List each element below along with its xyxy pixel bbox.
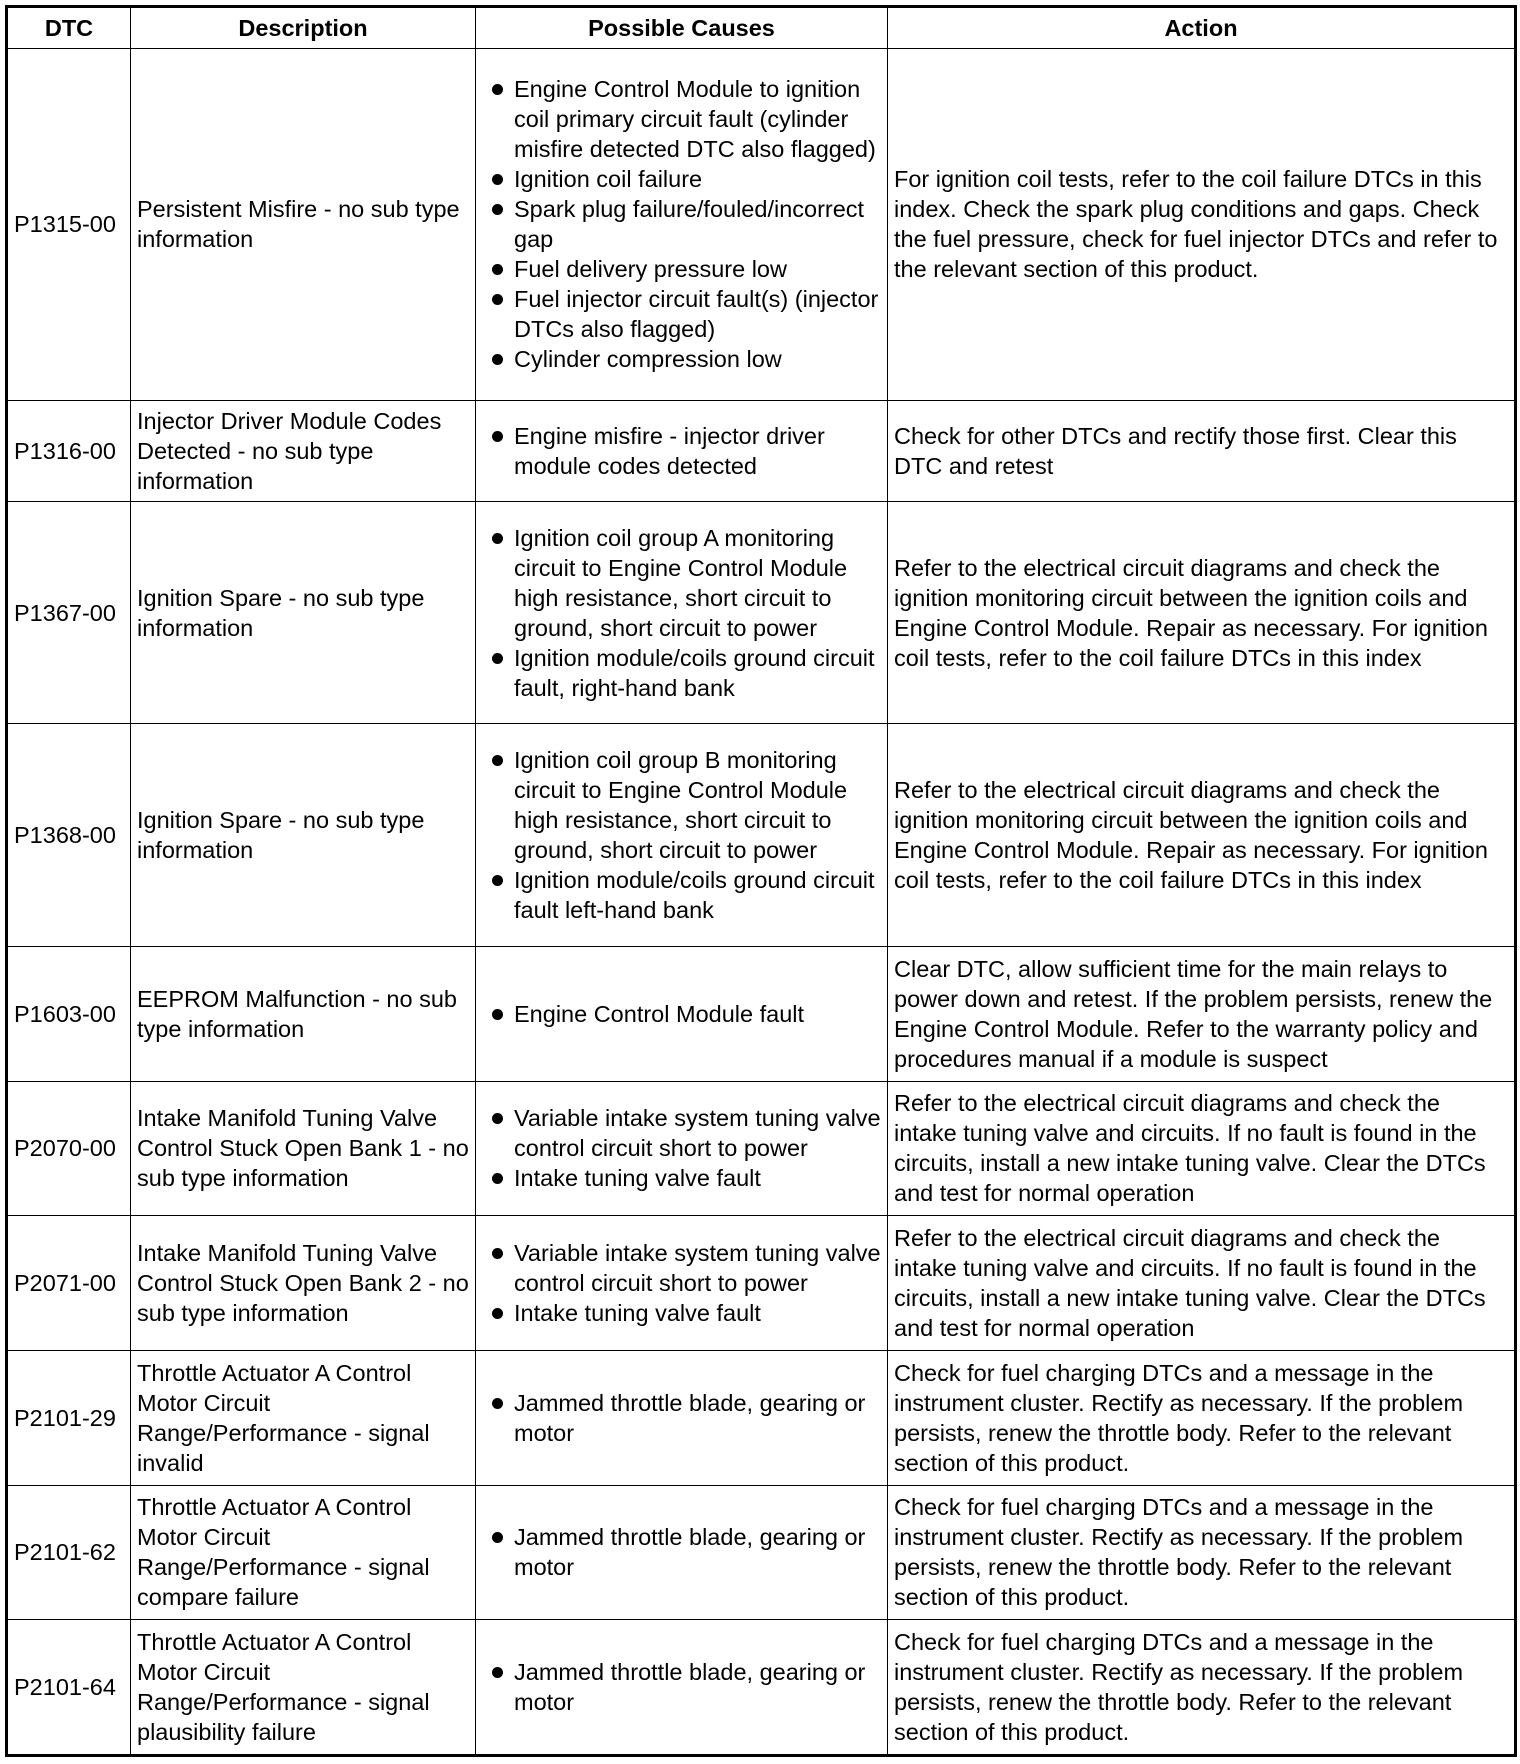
possible-causes xyxy=(476,1350,888,1485)
cause-item: Jammed throttle blade, gearing or motor xyxy=(482,1657,881,1717)
cause-list xyxy=(482,1522,881,1582)
dtc-description: EEPROM Malfunction - no sub type information xyxy=(131,946,476,1081)
possible-causes xyxy=(476,1485,888,1620)
dtc-code: P1367-00 xyxy=(7,501,131,724)
cause-item: Fuel delivery pressure low xyxy=(482,254,881,284)
cause-list xyxy=(482,1103,881,1193)
cause-item: Engine Control Module to ignition coil primary circuit fault (cylinder misfire detected DTC also flagged) xyxy=(482,74,881,164)
dtc-code: P2071-00 xyxy=(7,1216,131,1351)
possible-causes xyxy=(476,1216,888,1351)
cause-list xyxy=(482,1388,881,1448)
dtc-action: Clear DTC, allow sufficient time for the main relays to power down and retest. If the problem persists, renew the Engine Control Module. Refer to the warranty policy and procedures manual if a module is suspect xyxy=(888,946,1516,1081)
dtc-description: Throttle Actuator A Control Motor Circuit Range/Performance - signal invalid xyxy=(131,1350,476,1485)
cause-item: Jammed throttle blade, gearing or motor xyxy=(482,1388,881,1448)
cause-list xyxy=(482,421,881,481)
cause-item: Engine Control Module fault xyxy=(482,999,881,1029)
dtc-action: For ignition coil tests, refer to the coil failure DTCs in this index. Check the spark plug conditions and gaps. Check the fuel pressure, check for fuel injector DTCs and refer to the relevant section of this product. xyxy=(888,49,1516,401)
table-row xyxy=(7,1485,1516,1620)
cause-item: Variable intake system tuning valve control circuit short to power xyxy=(482,1103,881,1163)
cause-item: Cylinder compression low xyxy=(482,344,881,374)
possible-causes xyxy=(476,946,888,1081)
cause-item: Ignition coil failure xyxy=(482,164,881,194)
header-dtc: DTC xyxy=(7,7,131,49)
dtc-description: Intake Manifold Tuning Valve Control Stuck Open Bank 1 - no sub type information xyxy=(131,1081,476,1216)
cause-item: Spark plug failure/fouled/incorrect gap xyxy=(482,194,881,254)
dtc-action: Refer to the electrical circuit diagrams and check the intake tuning valve and circuits. If no fault is found in the circuits, install a new intake tuning valve. Clear the DTCs and test for normal operation xyxy=(888,1081,1516,1216)
table-header xyxy=(7,7,1516,49)
cause-list xyxy=(482,999,881,1029)
dtc-description: Persistent Misfire - no sub type information xyxy=(131,49,476,401)
table-row xyxy=(7,1081,1516,1216)
header-action: Action xyxy=(888,7,1516,49)
dtc-code: P2070-00 xyxy=(7,1081,131,1216)
possible-causes xyxy=(476,1620,888,1756)
dtc-action: Refer to the electrical circuit diagrams and check the ignition monitoring circuit between the ignition coils and Engine Control Module. Repair as necessary. For ignition coil tests, refer to the coil failure DTCs in this index xyxy=(888,724,1516,947)
table-body xyxy=(7,49,1516,1756)
possible-causes xyxy=(476,501,888,724)
cause-item: Intake tuning valve fault xyxy=(482,1163,881,1193)
cause-list xyxy=(482,1657,881,1717)
dtc-code: P1603-00 xyxy=(7,946,131,1081)
cause-item: Variable intake system tuning valve control circuit short to power xyxy=(482,1238,881,1298)
cause-item: Ignition coil group A monitoring circuit to Engine Control Module high resistance, short circuit to ground, short circuit to power xyxy=(482,523,881,643)
table-row xyxy=(7,1620,1516,1756)
cause-item: Ignition coil group B monitoring circuit to Engine Control Module high resistance, short circuit to ground, short circuit to power xyxy=(482,745,881,865)
dtc-code: P1368-00 xyxy=(7,724,131,947)
table-row xyxy=(7,49,1516,401)
dtc-action: Check for fuel charging DTCs and a message in the instrument cluster. Rectify as necessary. If the problem persists, renew the throttle body. Refer to the relevant section of this product. xyxy=(888,1620,1516,1756)
cause-item: Engine misfire - injector driver module codes detected xyxy=(482,421,881,481)
dtc-action: Refer to the electrical circuit diagrams and check the ignition monitoring circuit between the ignition coils and Engine Control Module. Repair as necessary. For ignition coil tests, refer to the coil failure DTCs in this index xyxy=(888,501,1516,724)
table-row xyxy=(7,1350,1516,1485)
dtc-table xyxy=(5,5,1517,1757)
possible-causes xyxy=(476,1081,888,1216)
dtc-description: Throttle Actuator A Control Motor Circuit Range/Performance - signal plausibility failure xyxy=(131,1620,476,1756)
table-row xyxy=(7,724,1516,947)
dtc-action: Check for fuel charging DTCs and a message in the instrument cluster. Rectify as necessary. If the problem persists, renew the throttle body. Refer to the relevant section of this product. xyxy=(888,1350,1516,1485)
dtc-description: Throttle Actuator A Control Motor Circuit Range/Performance - signal compare failure xyxy=(131,1485,476,1620)
dtc-description: Ignition Spare - no sub type information xyxy=(131,501,476,724)
possible-causes xyxy=(476,49,888,401)
cause-list xyxy=(482,745,881,925)
possible-causes xyxy=(476,724,888,947)
cause-list xyxy=(482,523,881,703)
dtc-code: P1316-00 xyxy=(7,400,131,501)
cause-item: Fuel injector circuit fault(s) (injector DTCs also flagged) xyxy=(482,284,881,344)
table-row xyxy=(7,946,1516,1081)
cause-list xyxy=(482,1238,881,1328)
table-row xyxy=(7,400,1516,501)
dtc-action: Refer to the electrical circuit diagrams and check the intake tuning valve and circuits. If no fault is found in the circuits, install a new intake tuning valve. Clear the DTCs and test for normal operation xyxy=(888,1216,1516,1351)
cause-item: Ignition module/coils ground circuit fault left-hand bank xyxy=(482,865,881,925)
possible-causes xyxy=(476,400,888,501)
dtc-code: P2101-62 xyxy=(7,1485,131,1620)
dtc-code: P1315-00 xyxy=(7,49,131,401)
table-row xyxy=(7,1216,1516,1351)
table-row xyxy=(7,501,1516,724)
dtc-code: P2101-29 xyxy=(7,1350,131,1485)
dtc-action: Check for fuel charging DTCs and a message in the instrument cluster. Rectify as necessary. If the problem persists, renew the throttle body. Refer to the relevant section of this product. xyxy=(888,1485,1516,1620)
dtc-description: Injector Driver Module Codes Detected - no sub type information xyxy=(131,400,476,501)
dtc-code: P2101-64 xyxy=(7,1620,131,1756)
dtc-description: Intake Manifold Tuning Valve Control Stuck Open Bank 2 - no sub type information xyxy=(131,1216,476,1351)
header-row xyxy=(7,7,1516,49)
cause-item: Ignition module/coils ground circuit fault, right-hand bank xyxy=(482,643,881,703)
dtc-action: Check for other DTCs and rectify those first. Clear this DTC and retest xyxy=(888,400,1516,501)
dtc-description: Ignition Spare - no sub type information xyxy=(131,724,476,947)
cause-item: Intake tuning valve fault xyxy=(482,1298,881,1328)
cause-item: Jammed throttle blade, gearing or motor xyxy=(482,1522,881,1582)
header-possible-causes: Possible Causes xyxy=(476,7,888,49)
cause-list xyxy=(482,74,881,374)
header-description: Description xyxy=(131,7,476,49)
